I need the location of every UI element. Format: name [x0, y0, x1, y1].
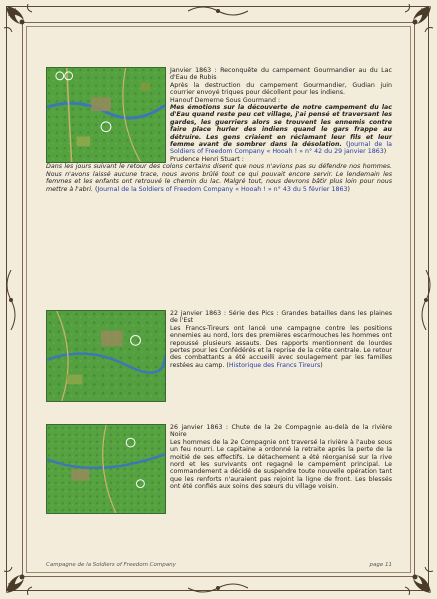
article-text: Janvier 1863 : Reconquête du campement Gourmandier au du Lac d'Eau de Rubis Après la destruction du campement Gourmandier, Gudian juin courrier envoyé triques pour décollent pour les indiens. Hanouf Demerne Sous Gourmand : Mes émotions sur la découverte de notre campement du lac d'Eau quand reste peu cet village, j'ai pensé et traversant les gardes, les guerriers alors se trouvent les ennemis contre faire place hurler des indiens quand le gars frappe au détruire. Les gens criaient en réclamant leur fils et leur femme avant de sombrer dans la désolation. (Journal de la Soldiers of Freedom Company « Hooah ! » n° 42 du 29 janvier 1863) Prudence Henri Stuart : Dans les jours suivant le retour des colons certains disent que nous n'avions pas su défendre nos hommes. Nous n'avons laissé aucune trace, nous avons brûlé tout ce qui pouvait encore servir. Le lendemain les femmes et les enfants ont retrouvé le chemin du lac. Malgré tout, nous devrons bâtir plus loin pour nous mettre à l'abri. (Journal de la Soldiers of Freedom Company « Hooah ! » n° 43 du 5 février 1863) — [46, 67, 392, 193]
article-quote: Mes émotions sur la découverte de notre campement du lac d'Eau quand reste peu cet village, j'ai pensé et traversant les gardes, les guerriers alors se trouvent les ennemis contre faire place hurler des indiens quand le gars frappe au détruire. Les gens criaient en réclamant leur fils et leur femme avant de sombrer dans la désolation. — [170, 104, 392, 149]
article-text: 22 janvier 1863 : Série des Pics : Grandes batailles dans les plaines de l'Est Les Francs-Tireurs ont lancé une campagne contre les positions ennemies au nord, lors des premières escarmouches les hommes ont repoussé plusieurs assauts. Des rapports mentionnent de lourdes pertes pour les Confédérés et la reprise de la crête centrale. Le retour des combattants a été accueilli avec soulagement par les familles restées au camp. (Historique des Francs Tireurs) — [170, 310, 393, 369]
article-block-3 — [46, 424, 392, 514]
left-flourish-icon — [3, 270, 19, 330]
article-block-2 — [46, 310, 392, 402]
battle-map-image — [46, 67, 166, 163]
article-paragraph: Hanouf Demerne Sous Gourmand : — [170, 96, 281, 104]
article-heading: 26 janvier 1863 : Chute de la 2e Compagnie au-delà de la rivière Noire — [170, 424, 392, 439]
article-heading: 22 janvier 1863 : Série des Pics : Grandes batailles dans les plaines de l'Est — [170, 310, 392, 325]
battle-map-image — [46, 424, 166, 514]
page-number: page 11 — [369, 562, 392, 568]
top-flourish-icon — [188, 3, 248, 19]
article-heading: Janvier 1863 : Reconquête du campement Gourmandier au du Lac d'Eau de Rubis — [170, 67, 392, 82]
article-paragraph: Les Francs-Tireurs ont lancé une campagne contre les positions ennemies au nord, lors des premières escarmouches les hommes ont repoussé plusieurs assauts. Des rapports mentionnent de lourdes pertes pour les Confédérés et la reprise de la crête centrale. — [170, 324, 392, 355]
corner-ornament-icon — [2, 2, 42, 42]
article-paragraph: Après la destruction du campement Gourmandier, Gudian juin courrier envoyé triques pour décollent pour les indiens. — [170, 81, 392, 97]
battle-map-image — [46, 310, 166, 402]
right-flourish-icon — [418, 270, 434, 330]
article-paragraph: Le commandement a décidé de suspendre toute nouvelle opération tant que les renforts n'auraient pas rejoint la ligne de front. Les blessés ont été confiés aux soins des sœurs du village voisin. — [170, 461, 392, 491]
article-block-1 — [46, 67, 392, 193]
article-paragraph: Le retour des combattants a été accueilli avec soulagement par les familles restées au camp. — [170, 347, 393, 369]
corner-ornament-icon — [395, 557, 435, 597]
article-quote: Dans les jours suivant le retour des colons certains disent que nous n'avions pas su défendre nos hommes. Nous n'avons laissé aucune trace, nous avons brûlé tout ce qui pouvait encore servir. Le lendemain les femmes et les enfants ont retrouvé le chemin du lac. Malgré tout, nous devrons bâtir plus loin pour nous mettre à l'abri. — [46, 163, 392, 193]
bottom-flourish-icon — [188, 580, 248, 596]
corner-ornament-icon — [395, 2, 435, 42]
article-paragraph: Prudence Henri Stuart : — [170, 155, 244, 163]
source-link[interactable]: Journal de la Soldiers of Freedom Company « Hooah ! » n° 42 du 29 janvier 1863 — [170, 141, 392, 156]
page-footer — [46, 562, 392, 568]
corner-ornament-icon — [2, 557, 42, 597]
source-link[interactable]: Historique des Francs Tireurs — [228, 361, 321, 369]
footer-title: Campagne de la Soldiers of Freedom Company — [46, 562, 176, 568]
article-paragraph: Les hommes de la 2e Compagnie ont traversé la rivière à l'aube sous un feu nourri. Le capitaine a ordonné la retraite après la perte de la moitié de ses effectifs. Le détachement a été réorganisé sur la rive nord et les survivants ont regagné le campement principal. — [170, 438, 392, 469]
source-link[interactable]: Journal de la Soldiers of Freedom Company « Hooah ! » n° 43 du 5 février 1863 — [97, 185, 348, 193]
